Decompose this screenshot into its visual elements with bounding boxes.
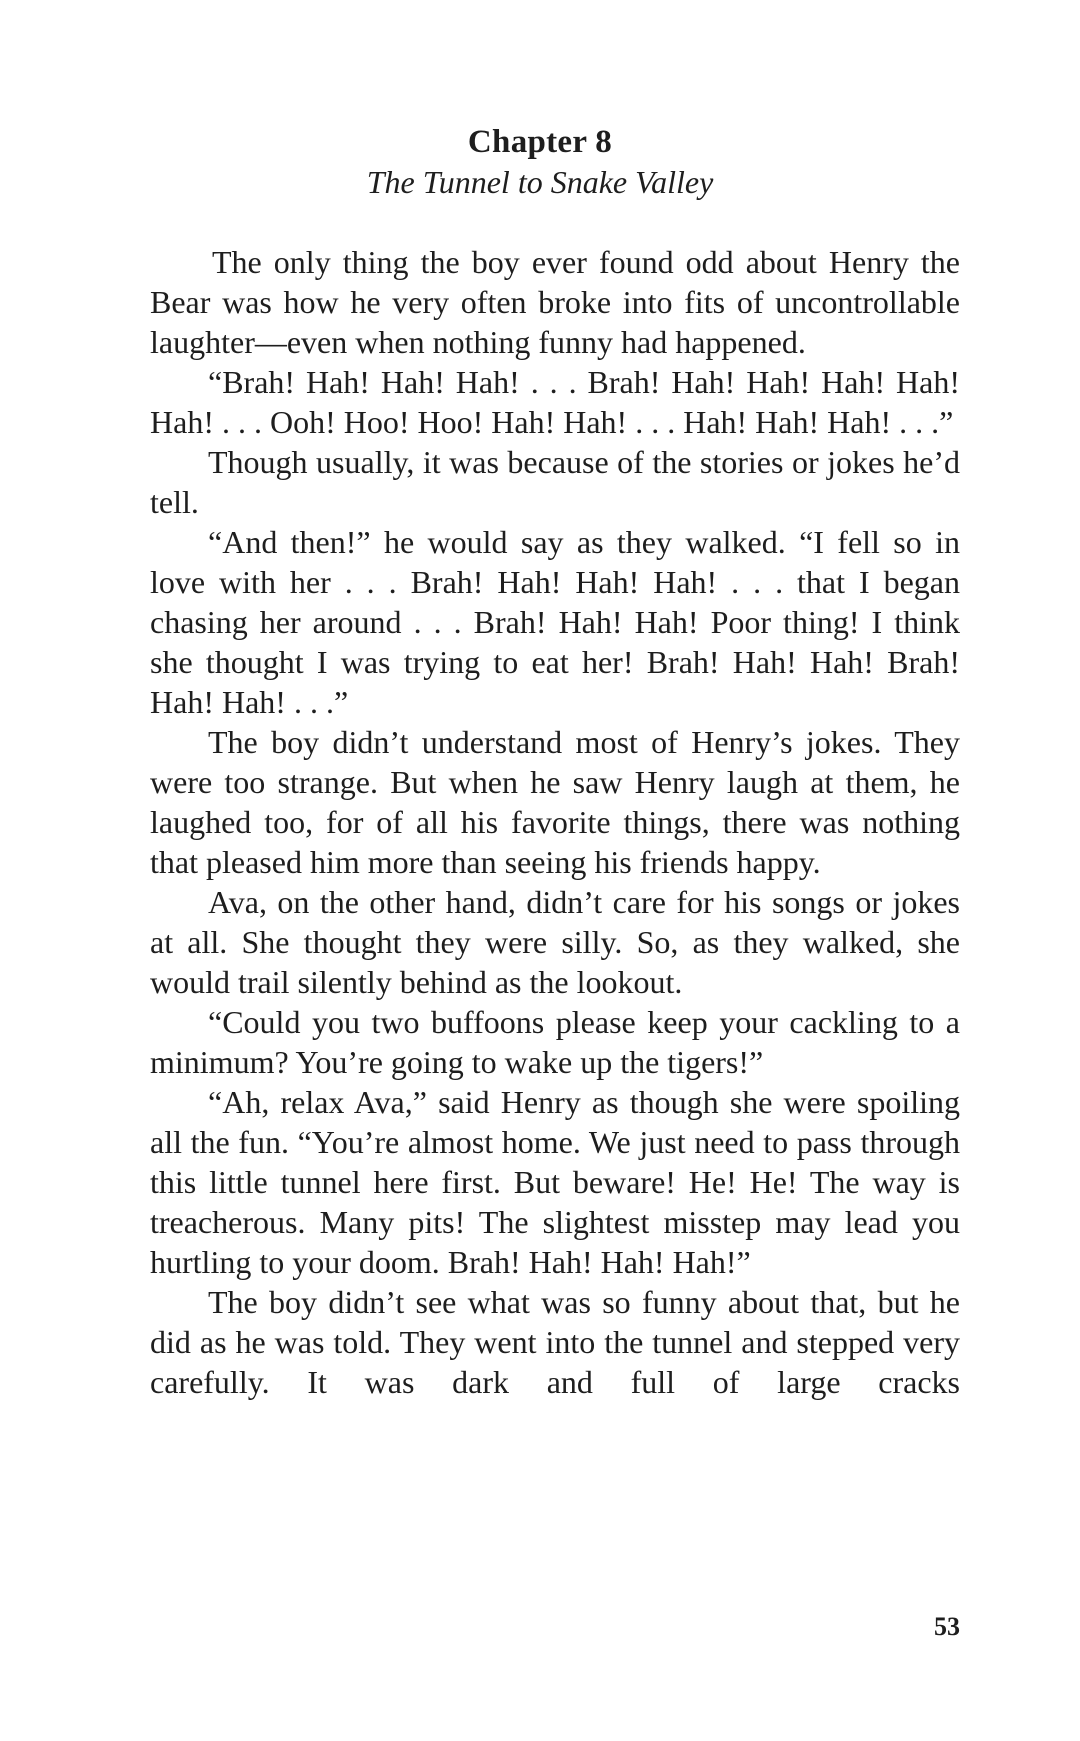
paragraph-5: The boy didn’t understand most of Henry’s jokes. They were too strange. But when he saw Henry laugh at them, he laughed too, for of all his favorite things, there was nothing that pleased him more than seeing his friends happy. — [150, 724, 960, 880]
paragraph-3: Though usually, it was because of the stories or jokes he’d tell. — [150, 444, 960, 520]
paragraph-8: “Ah, relax Ava,” said Henry as though she were spoiling all the fun. “You’re almost home. We just need to pass through this little tunnel here first. But beware! He! He! The way is treacherous. Many pits! The slightest misstep may lead you hurtling to your doom. Brah! Hah! Hah! Hah!” — [150, 1084, 960, 1280]
page-number: 53 — [934, 1612, 960, 1641]
paragraph-7: “Could you two buffoons please keep your cackling to a minimum? You’re going to wake up the tigers!” — [150, 1004, 960, 1080]
chapter-subtitle: The Tunnel to Snake Valley — [366, 164, 714, 200]
paragraph-1: The only thing the boy ever found odd about Henry the Bear was how he very often broke into fits of uncontrollable laughter—even when nothing funny had happened. — [150, 244, 960, 360]
paragraph-6: Ava, on the other hand, didn’t care for his songs or jokes at all. She thought they were silly. So, as they walked, she would trail silently behind as the lookout. — [150, 884, 960, 1000]
paragraph-9: The boy didn’t see what was so funny about that, but he did as he was told. They went into the tunnel and stepped very carefully. It was dark and full of large cracks — [150, 1284, 960, 1400]
paragraph-2: “Brah! Hah! Hah! Hah! . . . Brah! Hah! Hah! Hah! Hah! Hah! . . . Ooh! Hoo! Hoo! Hah! Hah! . . . Hah! Hah! Hah! . . .” — [150, 364, 960, 440]
chapter-heading: Chapter 8 — [467, 124, 613, 160]
body-text — [150, 242, 960, 1402]
paragraph-4: “And then!” he would say as they walked. “I fell so in love with her . . . Brah! Hah! Hah! Hah! . . . that I began chasing her around . . . Brah! Hah! Hah! Poor thing! I think she thought I was trying to eat her! Brah! Hah! Hah! Brah! Hah! Hah! . . .” — [150, 524, 960, 720]
